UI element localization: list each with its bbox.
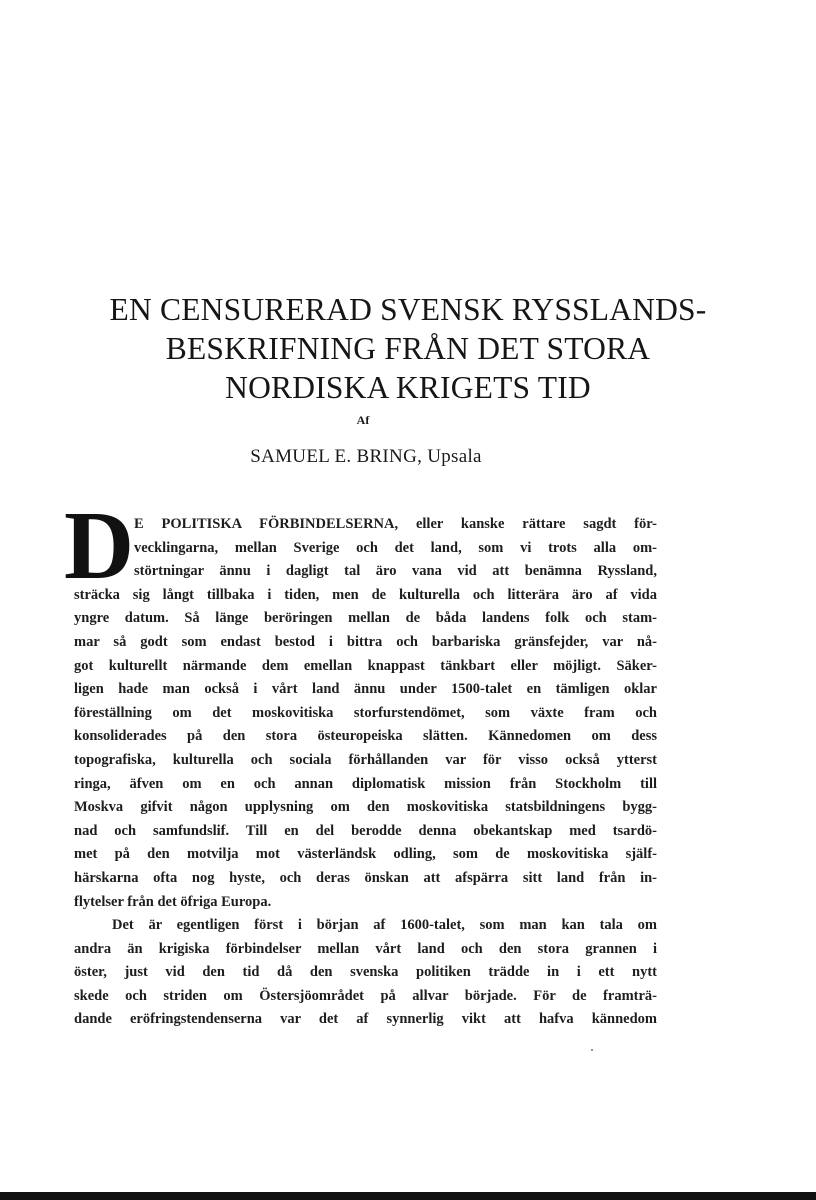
body-line: vecklingarna, mellan Sverige och det land, som vi trots alla om-	[134, 539, 657, 556]
body-line: Moskva gifvit någon upplysning om den moskovitiska statsbildningens bygg-	[74, 799, 657, 816]
body-line: föreställning om det moskovitiska storfurstendömet, som växte fram och	[74, 704, 657, 721]
body-line: got kulturellt närmande dem emellan knappast tänkbart eller möjligt. Säker-	[74, 657, 657, 674]
title-line-3: NORDISKA KRIGETS TID	[225, 370, 591, 405]
title-line-1: EN CENSURERAD SVENSK RYSSLANDS-	[109, 292, 707, 327]
paragraph-2	[74, 914, 657, 1032]
article-body	[74, 513, 657, 1032]
title-line-2: BESKRIFNING FRÅN DET STORA	[165, 331, 651, 366]
body-line: ligen hade man också i vårt land ännu under 1500-talet en tämligen oklar	[74, 681, 657, 698]
paragraph-1	[74, 513, 657, 914]
body-line: topografiska, kulturella och sociala förhållanden var för visso också ytterst	[74, 751, 657, 768]
body-line: met på den motvilja mot västerländsk odling, som de moskovitiska själf-	[74, 846, 657, 863]
body-line: konsoliderades på den stora östeuropeiska slätten. Kännedomen om dess	[74, 728, 657, 745]
body-line: nad och samfundslif. Till en del berodde denna obekantskap med tsardö-	[74, 822, 657, 839]
drop-cap-initial: D	[64, 492, 135, 599]
body-line: E POLITISKA FÖRBINDELSERNA, eller kanske rättare sagdt för-	[134, 516, 657, 532]
print-speck	[591, 1049, 593, 1051]
byline-prefix: Af	[356, 413, 370, 427]
body-line: mar så godt som endast bestod i bittra och barbariska gränsfejder, var nå-	[74, 633, 657, 650]
body-line: öster, just vid den tid då den svenska politiken trädde in i ett nytt	[74, 964, 657, 981]
body-line: störtningar ännu i dagligt tal äro vana vid att benämna Ryssland,	[134, 563, 657, 580]
body-line: skede och striden om Östersjöområdet på allvar började. För de framträ-	[74, 987, 657, 1004]
body-line: sträcka sig långt tillbaka i tiden, men de kulturella och litterära äro af vida	[74, 586, 657, 603]
body-line: dande eröfringstendenserna var det af synnerlig vikt att hafva kännedom	[74, 1011, 657, 1028]
body-line: härskarna ofta nog hyste, och deras önskan att afspärra sitt land från in-	[74, 869, 657, 886]
article-title	[40, 290, 776, 407]
body-line: andra än krigiska förbindelser mellan vårt land och den stora grannen i	[74, 940, 657, 957]
body-line: ringa, äfven om en och annan diplomatisk mission från Stockholm till	[74, 775, 657, 792]
body-line: flytelser från det öfriga Europa.	[74, 893, 272, 910]
page-bottom-edge	[0, 1192, 816, 1200]
body-line: yngre datum. Så länge beröringen mellan de båda landens folk och stam-	[74, 610, 657, 627]
body-line: Det är egentligen först i början af 1600-talet, som man kan tala om	[112, 917, 657, 934]
author-name: SAMUEL E. BRING, Upsala	[250, 446, 482, 467]
